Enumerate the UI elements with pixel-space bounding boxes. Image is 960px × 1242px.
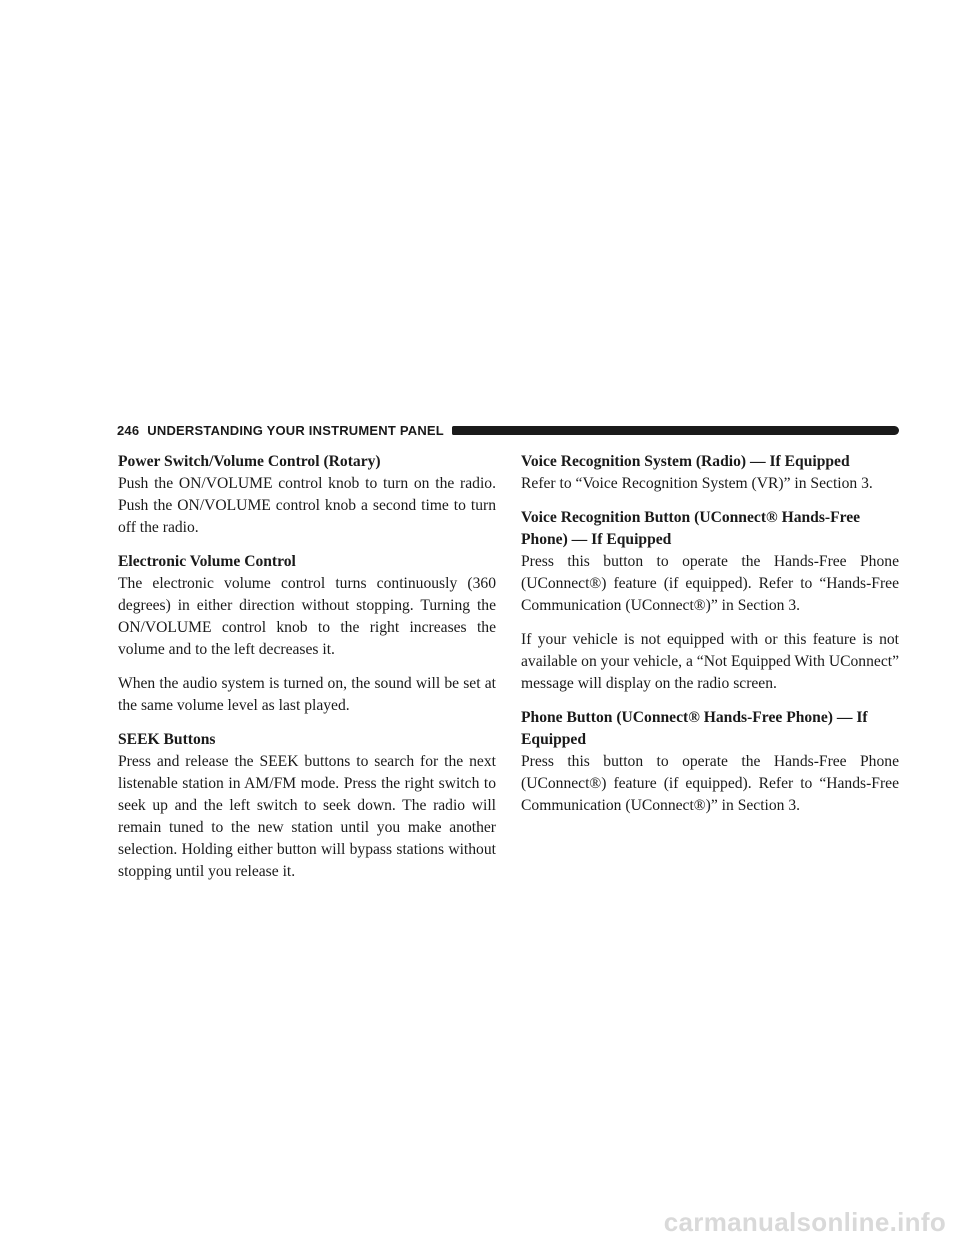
section-paragraph: Press this button to operate the Hands-Free Phone (UConnect®) feature (if equipped). Refer to “Hands-Free Communication (UConnect®)” in Section 3.: [521, 553, 899, 614]
section-paragraph: Press this button to operate the Hands-Free Phone (UConnect®) feature (if equipped). Refer to “Hands-Free Communication (UConnect®)” in Section 3.: [521, 753, 899, 814]
section-heading: Voice Recognition System (Radio) — If Equipped: [521, 453, 850, 470]
page-header: [117, 421, 899, 439]
watermark-text: carmanualsonline.info: [663, 1207, 946, 1237]
section-voice-recognition-button: [521, 507, 899, 695]
section-heading: Electronic Volume Control: [118, 553, 296, 570]
section-power-switch: [118, 451, 496, 539]
section-paragraph: When the audio system is turned on, the sound will be set at the same volume level as last played.: [118, 675, 496, 714]
section-paragraph: Refer to “Voice Recognition System (VR)” in Section 3.: [521, 475, 873, 492]
section-heading: SEEK Buttons: [118, 731, 216, 748]
section-voice-recognition-system: [521, 451, 899, 495]
section-heading: Power Switch/Volume Control (Rotary): [118, 453, 381, 470]
left-column: [118, 451, 496, 895]
section-title: UNDERSTANDING YOUR INSTRUMENT PANEL: [147, 422, 444, 438]
section-paragraph: If your vehicle is not equipped with or this feature is not available on your vehicle, a “Not Equipped With UConnect” message will display on the radio screen.: [521, 631, 899, 692]
section-phone-button: [521, 707, 899, 817]
right-column: [521, 451, 899, 829]
section-paragraph: Press and release the SEEK buttons to search for the next listenable station in AM/FM mode. Press the right switch to seek up and the left switch to seek down. The radio will remain tuned to the new station until you make another selection. Holding either button will bypass stations without stopping until you release it.: [118, 753, 496, 880]
header-rule: [452, 426, 899, 435]
section-paragraph: The electronic volume control turns continuously (360 degrees) in either direction without stopping. Turning the ON/VOLUME control knob to the right increases the volume and to the left decreases it.: [118, 575, 496, 658]
section-heading: Voice Recognition Button (UConnect® Hands-Free Phone) — If Equipped: [521, 509, 861, 548]
section-electronic-volume: [118, 551, 496, 717]
page-number: 246: [117, 422, 140, 438]
section-seek-buttons: [118, 729, 496, 883]
section-paragraph: Push the ON/VOLUME control knob to turn on the radio. Push the ON/VOLUME control knob a second time to turn off the radio.: [118, 475, 496, 536]
section-heading: Phone Button (UConnect® Hands-Free Phone) — If Equipped: [521, 709, 868, 748]
